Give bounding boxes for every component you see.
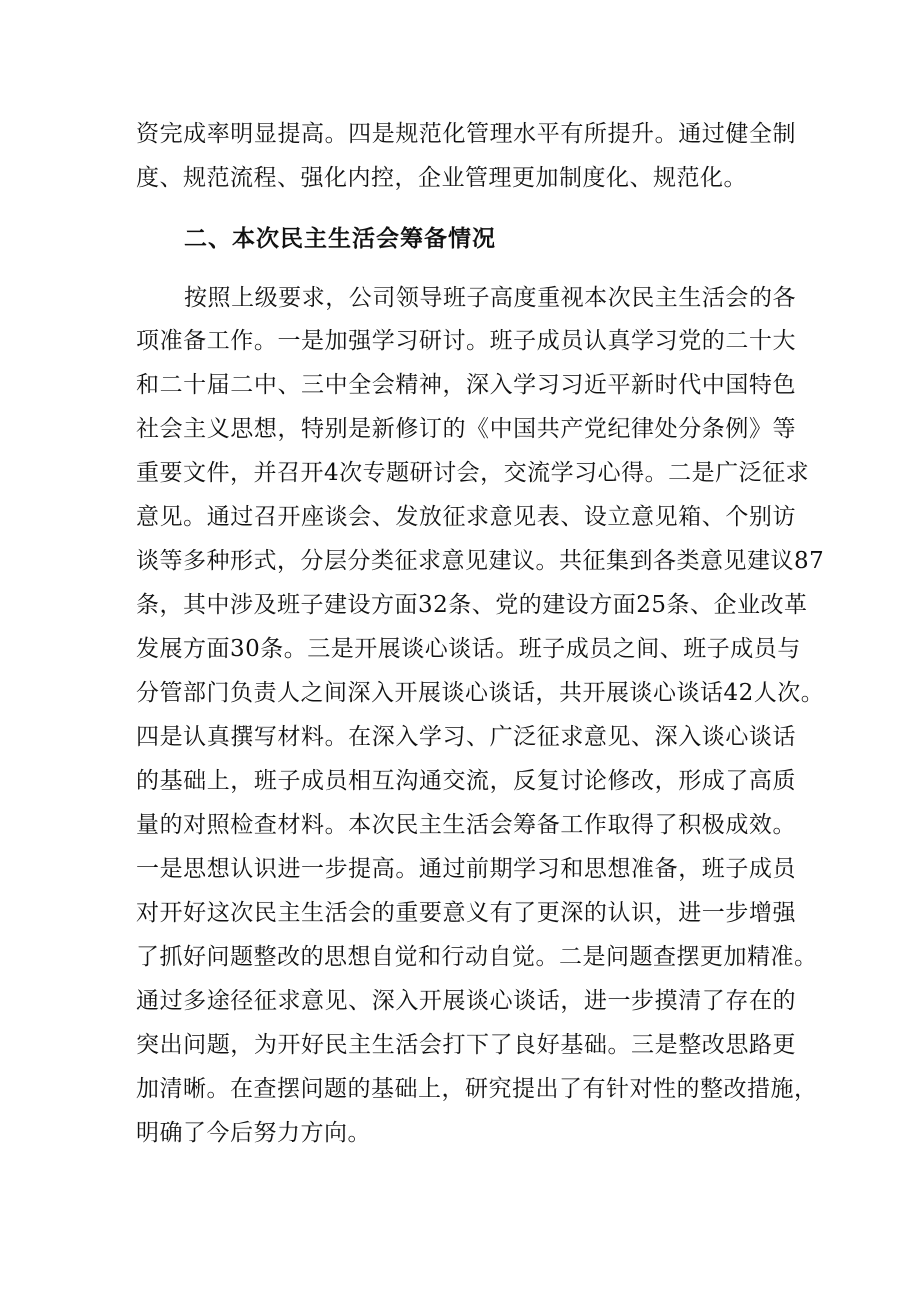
paragraph-line: 分管部门负责人之间深入开展谈心谈话，共开展谈心谈话42人次。 bbox=[136, 680, 825, 706]
paragraph-line: 度、规范流程、强化内控，企业管理更加制度化、规范化。 bbox=[136, 165, 747, 191]
paragraph-line: 意见。通过召开座谈会、发放征求意见表、设立意见箱、个别访 bbox=[136, 504, 796, 530]
paragraph-line: 项准备工作。一是加强学习研讨。班子成员认真学习党的二十大 bbox=[136, 328, 796, 354]
paragraph-line: 资完成率明显提高。四是规范化管理水平有所提升。通过健全制 bbox=[136, 121, 796, 147]
paragraph-line: 重要文件，并召开4次专题研讨会，交流学习心得。二是广泛征求 bbox=[136, 460, 810, 486]
paragraph-line: 明确了今后努力方向。 bbox=[136, 1120, 371, 1146]
paragraph-line: 加清晰。在查摆问题的基础上，研究提出了有针对性的整改措施， bbox=[136, 1076, 818, 1102]
paragraph-line: 对开好这次民主生活会的重要意义有了更深的认识，进一步增强 bbox=[136, 900, 796, 926]
paragraph-line: 和二十届二中、三中全会精神，深入学习习近平新时代中国特色 bbox=[136, 372, 796, 398]
paragraph-line: 一是思想认识进一步提高。通过前期学习和思想准备，班子成员 bbox=[136, 856, 796, 882]
section-heading: 二、本次民主生活会筹备情况 bbox=[184, 225, 496, 252]
paragraph-line: 的基础上，班子成员相互沟通交流，反复讨论修改，形成了高质 bbox=[136, 768, 796, 794]
paragraph-line: 社会主义思想，特别是新修订的《中国共产党纪律处分条例》等 bbox=[136, 416, 796, 442]
paragraph-line: 量的对照检查材料。本次民主生活会筹备工作取得了积极成效。 bbox=[136, 812, 796, 838]
paragraph-line: 条，其中涉及班子建设方面32条、党的建设方面25条、企业改革 bbox=[136, 592, 808, 618]
paragraph-line: 突出问题，为开好民主生活会打下了良好基础。三是整改思路更 bbox=[136, 1032, 796, 1058]
paragraph-line: 谈等多种形式，分层分类征求意见建议。共征集到各类意见建议87 bbox=[136, 548, 825, 574]
paragraph-line: 按照上级要求，公司领导班子高度重视本次民主生活会的各 bbox=[184, 285, 796, 311]
paragraph-line: 通过多途径征求意见、深入开展谈心谈话，进一步摸清了存在的 bbox=[136, 988, 796, 1014]
paragraph-line: 了抓好问题整改的思想自觉和行动自觉。二是问题查摆更加精准。 bbox=[136, 944, 818, 970]
paragraph-line: 发展方面30条。三是开展谈心谈话。班子成员之间、班子成员与 bbox=[136, 636, 801, 662]
paragraph-line: 四是认真撰写材料。在深入学习、广泛征求意见、深入谈心谈话 bbox=[136, 724, 796, 750]
